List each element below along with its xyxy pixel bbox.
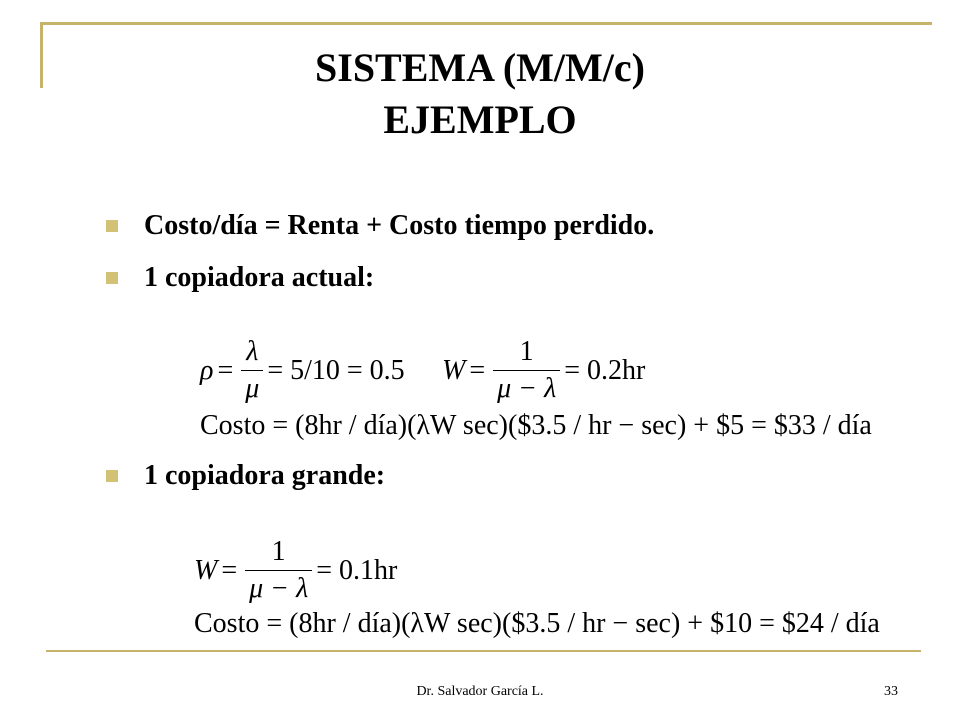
- formula-equals: =: [217, 354, 234, 386]
- formula-result: = 0.2hr: [564, 354, 646, 386]
- fraction: [245, 536, 312, 605]
- formula-w-grande: [194, 536, 397, 605]
- formula-lhs: W: [194, 554, 218, 586]
- square-bullet-icon: [106, 272, 118, 284]
- fraction: [493, 336, 560, 405]
- top-divider: [40, 22, 932, 25]
- bottom-divider: [46, 650, 921, 652]
- fraction-numerator: 1: [519, 336, 534, 367]
- formula-rho: [200, 336, 405, 405]
- fraction-numerator: 1: [271, 536, 286, 567]
- formula-costo-grande: Costo = (8hr / día)(λW sec)($3.5 / hr − sec) + $10 = $24 / día: [194, 608, 880, 639]
- page-number: 33: [884, 684, 898, 699]
- formula-w-actual: [442, 336, 645, 405]
- formula-lhs: W: [442, 354, 466, 386]
- title-line-2: EJEMPLO: [383, 97, 577, 142]
- bullet-item-copiadora-grande: [106, 460, 385, 492]
- fraction-denominator: μ − λ: [245, 570, 312, 605]
- square-bullet-icon: [106, 220, 118, 232]
- square-bullet-icon: [106, 470, 118, 482]
- formula-lhs: ρ: [200, 354, 214, 386]
- fraction-denominator: μ: [241, 370, 263, 405]
- formula-result: = 5/10 = 0.5: [267, 354, 405, 386]
- bullet-item-costo-dia: [106, 210, 654, 242]
- bullet-text: 1 copiadora grande:: [144, 460, 386, 491]
- slide-title: [0, 42, 960, 146]
- title-line-1: SISTEMA (M/M/c): [315, 45, 645, 90]
- formula-result: = 0.1hr: [316, 554, 398, 586]
- bullet-text: 1 copiadora actual:: [144, 262, 375, 293]
- formula-equals: =: [221, 554, 238, 586]
- formula-equals: =: [469, 354, 486, 386]
- fraction-denominator: μ − λ: [493, 370, 560, 405]
- formula-costo-actual: Costo = (8hr / día)(λW sec)($3.5 / hr − sec) + $5 = $33 / día: [200, 410, 872, 441]
- fraction: [241, 336, 263, 405]
- bullet-item-copiadora-actual: [106, 262, 374, 294]
- bullet-text: Costo/día = Renta + Costo tiempo perdido.: [144, 210, 655, 241]
- footer-author: Dr. Salvador García L.: [416, 684, 544, 699]
- fraction-numerator: λ: [246, 336, 259, 367]
